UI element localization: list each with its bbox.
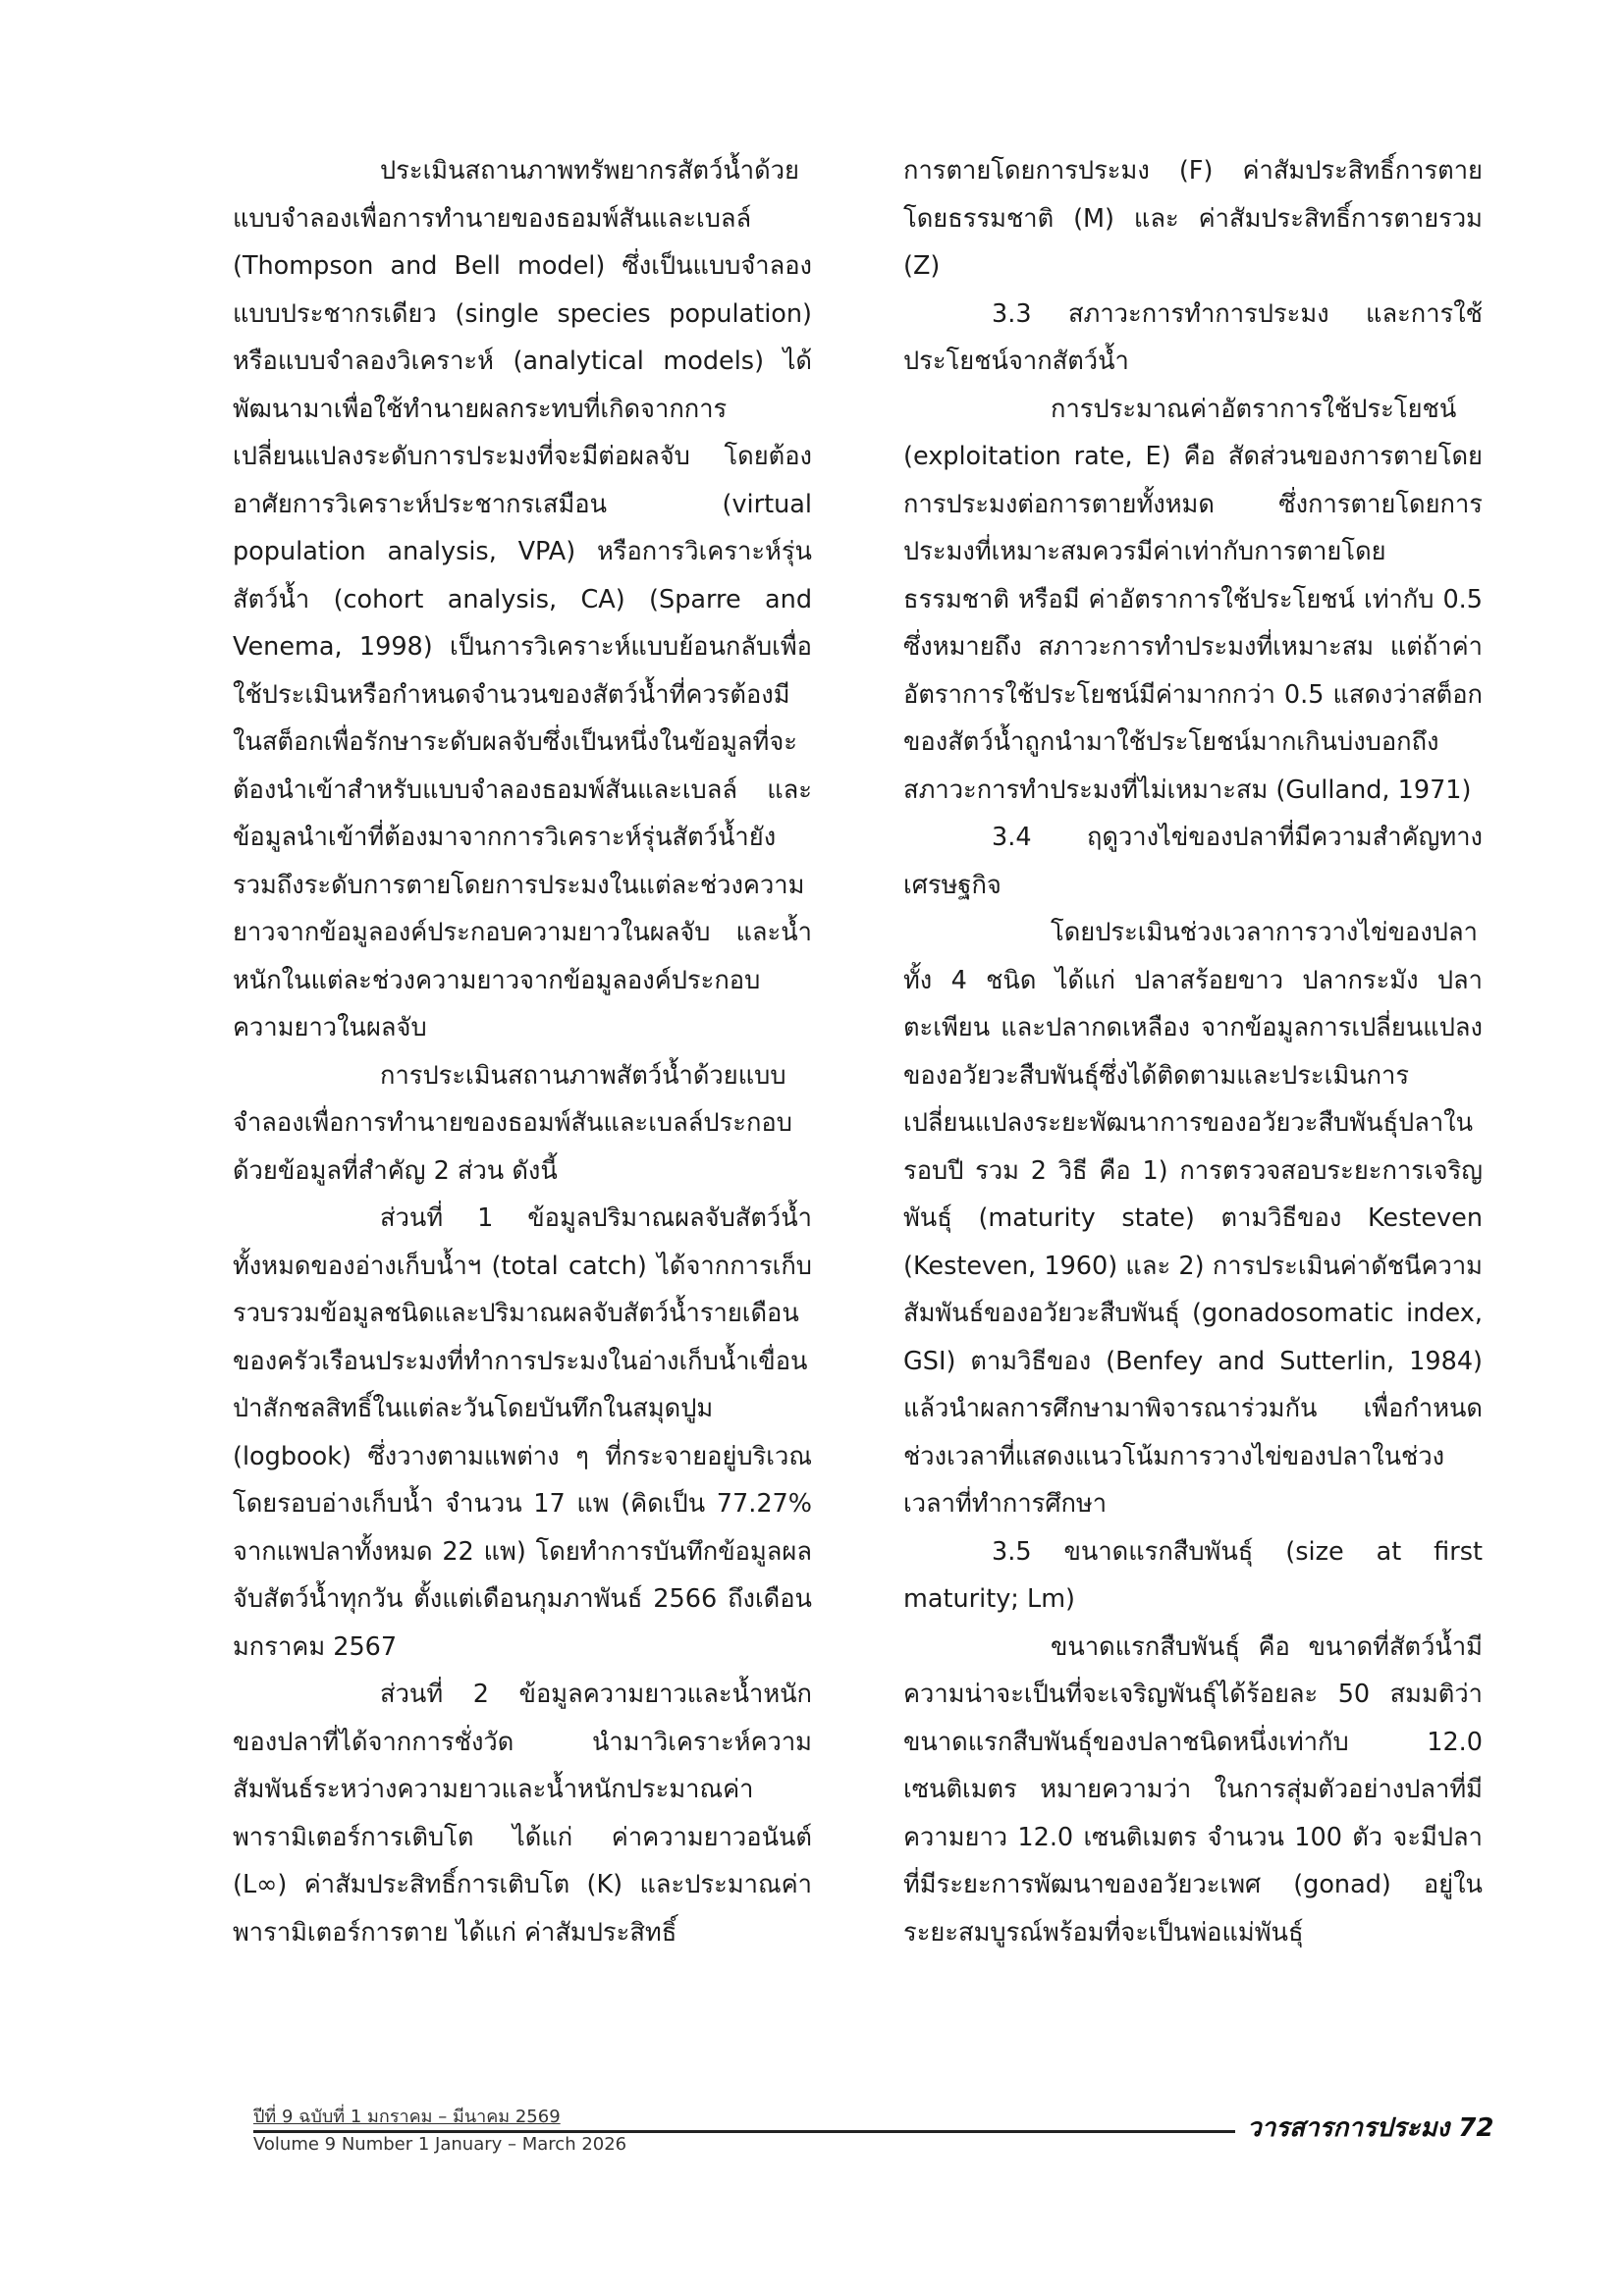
footer-issue-english: Volume 9 Number 1 January – March 2026 — [253, 2134, 627, 2155]
paragraph: การตายโดยการประมง (F) ค่าสัมประสิทธิ์การตายโดยธรรมชาติ (M) และ ค่าสัมประสิทธิ์การตายรวม (Z) — [903, 156, 1483, 281]
section-heading: 3.4 ฤดูวางไข่ของปลาที่มีความสำคัญทางเศรษฐกิจ — [903, 823, 1483, 900]
right-column — [903, 147, 1483, 1956]
footer-journal-page: วารสารการประมง 72 — [1247, 2113, 1494, 2143]
paragraph: ขนาดแรกสืบพันธุ์ คือ ขนาดที่สัตว์น้ำมีความน่าจะเป็นที่จะเจริญพันธุ์ได้ร้อยละ 50 สมมติว่าขนาดแรกสืบพันธุ์ของปลาชนิดหนึ่งเท่ากับ 12.0 เซนติเมตร หมายความว่า ในการสุ่มตัวอย่างปลาที่มีความยาว 12.0 เซนติเมตร จำนวน 100 ตัว จะมีปลาที่มีระยะการพัฒนาของอวัยวะเพศ (gonad) อยู่ในระยะสมบูรณ์พร้อมที่จะเป็นพ่อแม่พันธุ์ — [903, 1631, 1483, 1948]
paragraph: ประเมินสถานภาพทรัพยากรสัตว์น้ำด้วยแบบจำลองเพื่อการทำนายของธอมพ์สันและเบลล์ (Thompson and Bell model) ซึ่งเป็นแบบจำลองแบบประชากรเดียว (single species population) หรือแบบจำลองวิเคราะห์ (analytical models) ได้พัฒนามาเพื่อใช้ทำนายผลกระทบที่เกิดจากการเปลี่ยนแปลงระดับการประมงที่จะมีต่อผลจับ โดยต้องอาศัยการวิเคราะห์ประชากรเสมือน (virtual population analysis, VPA) หรือการวิเคราะห์รุ่นสัตว์น้ำ (cohort analysis, CA) (Sparre and Venema, 1998) เป็นการวิเคราะห์แบบย้อนกลับเพื่อใช้ประเมินหรือกำหนดจำนวนของสัตว์น้ำที่ควรต้องมีในสต็อกเพื่อรักษาระดับผลจับซึ่งเป็นหนึ่งในข้อมูลที่จะต้องนำเข้าสำหรับแบบจำลองธอมพ์สันและเบลล์ และข้อมูลนำเข้าที่ต้องมาจากการวิเคราะห์รุ่นสัตว์น้ำยังรวมถึงระดับการตายโดยการประมงในแต่ละช่วงความยาวจากข้อมูลองค์ประกอบความยาวในผลจับ และน้ำหนักในแต่ละช่วงความยาวจากข้อมูลองค์ประกอบความยาวในผลจับ — [233, 156, 812, 1042]
paragraph: โดยประเมินช่วงเวลาการวางไข่ของปลาทั้ง 4 ชนิด ได้แก่ ปลาสร้อยขาว ปลากระมัง ปลาตะเพียน และปลากดเหลือง จากข้อมูลการเปลี่ยนแปลงของอวัยวะสืบพันธุ์ซึ่งได้ติดตามและประเมินการเปลี่ยนแปลงระยะพัฒนาการของอวัยวะสืบพันธุ์ปลาในรอบปี รวม 2 วิธี คือ 1) การตรวจสอบระยะการเจริญพันธุ์ (maturity state) ตามวิธีของ Kesteven (Kesteven, 1960) และ 2) การประเมินค่าดัชนีความสัมพันธ์ของอวัยวะสืบพันธุ์ (gonadosomatic index, GSI) ตามวิธีของ (Benfey and Sutterlin, 1984) แล้วนำผลการศึกษามาพิจารณาร่วมกัน เพื่อกำหนดช่วงเวลาที่แสดงแนวโน้มการวางไข่ของปลาในช่วงเวลาที่ทำการศึกษา — [903, 918, 1483, 1519]
paragraph: ส่วนที่ 1 ข้อมูลปริมาณผลจับสัตว์น้ำทั้งหมดของอ่างเก็บน้ำฯ (total catch) ได้จากการเก็บรวบรวมข้อมูลชนิดและปริมาณผลจับสัตว์น้ำรายเดือนของครัวเรือนประมงที่ทำการประมงในอ่างเก็บน้ำเขื่อนป่าสักชลสิทธิ์ในแต่ละวันโดยบันทึกในสมุดปูม (logbook) ซึ่งวางตามแพต่าง ๆ ที่กระจายอยู่บริเวณโดยรอบอ่างเก็บน้ำ จำนวน 17 แพ (คิดเป็น 77.27% จากแพปลาทั้งหมด 22 แพ) โดยทำการบันทึกข้อมูลผลจับสัตว์น้ำทุกวัน ตั้งแต่เดือนกุมภาพันธ์ 2566 ถึงเดือนมกราคม 2567 — [233, 1203, 812, 1662]
left-column — [233, 147, 812, 1956]
paragraph: การประเมินสถานภาพสัตว์น้ำด้วยแบบจำลองเพื่อการทำนายของธอมพ์สันและเบลล์ประกอบด้วยข้อมูลที่สำคัญ 2 ส่วน ดังนี้ — [233, 1060, 792, 1186]
footer-issue-thai: ปีที่ 9 ฉบับที่ 1 มกราคม – มีนาคม 2569 — [253, 2107, 561, 2127]
footer-rule — [253, 2130, 1235, 2133]
section-heading: 3.5 ขนาดแรกสืบพันธุ์ (size at first maturity; Lm) — [903, 1536, 1483, 1614]
paragraph: การประมาณค่าอัตราการใช้ประโยชน์ (exploitation rate, E) คือ สัดส่วนของการตายโดยการประมงต่อการตายทั้งหมด ซึ่งการตายโดยการประมงที่เหมาะสมควรมีค่าเท่ากับการตายโดยธรรมชาติ หรือมี ค่าอัตราการใช้ประโยชน์ เท่ากับ 0.5 ซึ่งหมายถึง สภาวะการทำประมงที่เหมาะสม แต่ถ้าค่าอัตราการใช้ประโยชน์มีค่ามากกว่า 0.5 แสดงว่าสต็อกของสัตว์น้ำถูกนำมาใช้ประโยชน์มากเกินบ่งบอกถึงสภาวะการทำประมงที่ไม่เหมาะสม (Gulland, 1971) — [903, 394, 1483, 805]
paragraph: ส่วนที่ 2 ข้อมูลความยาวและน้ำหนักของปลาที่ได้จากการชั่งวัด นำมาวิเคราะห์ความสัมพันธ์ระหว่างความยาวและน้ำหนักประมาณค่าพารามิเตอร์การเติบโต ได้แก่ ค่าความยาวอนันต์ (L∞) ค่าสัมประสิทธิ์การเติบโต (K) และประมาณค่าพารามิเตอร์การตาย ได้แก่ ค่าสัมประสิทธิ์ — [233, 1680, 812, 1948]
section-heading: 3.3 สภาวะการทำการประมง และการใช้ประโยชน์จากสัตว์น้ำ — [903, 298, 1483, 376]
